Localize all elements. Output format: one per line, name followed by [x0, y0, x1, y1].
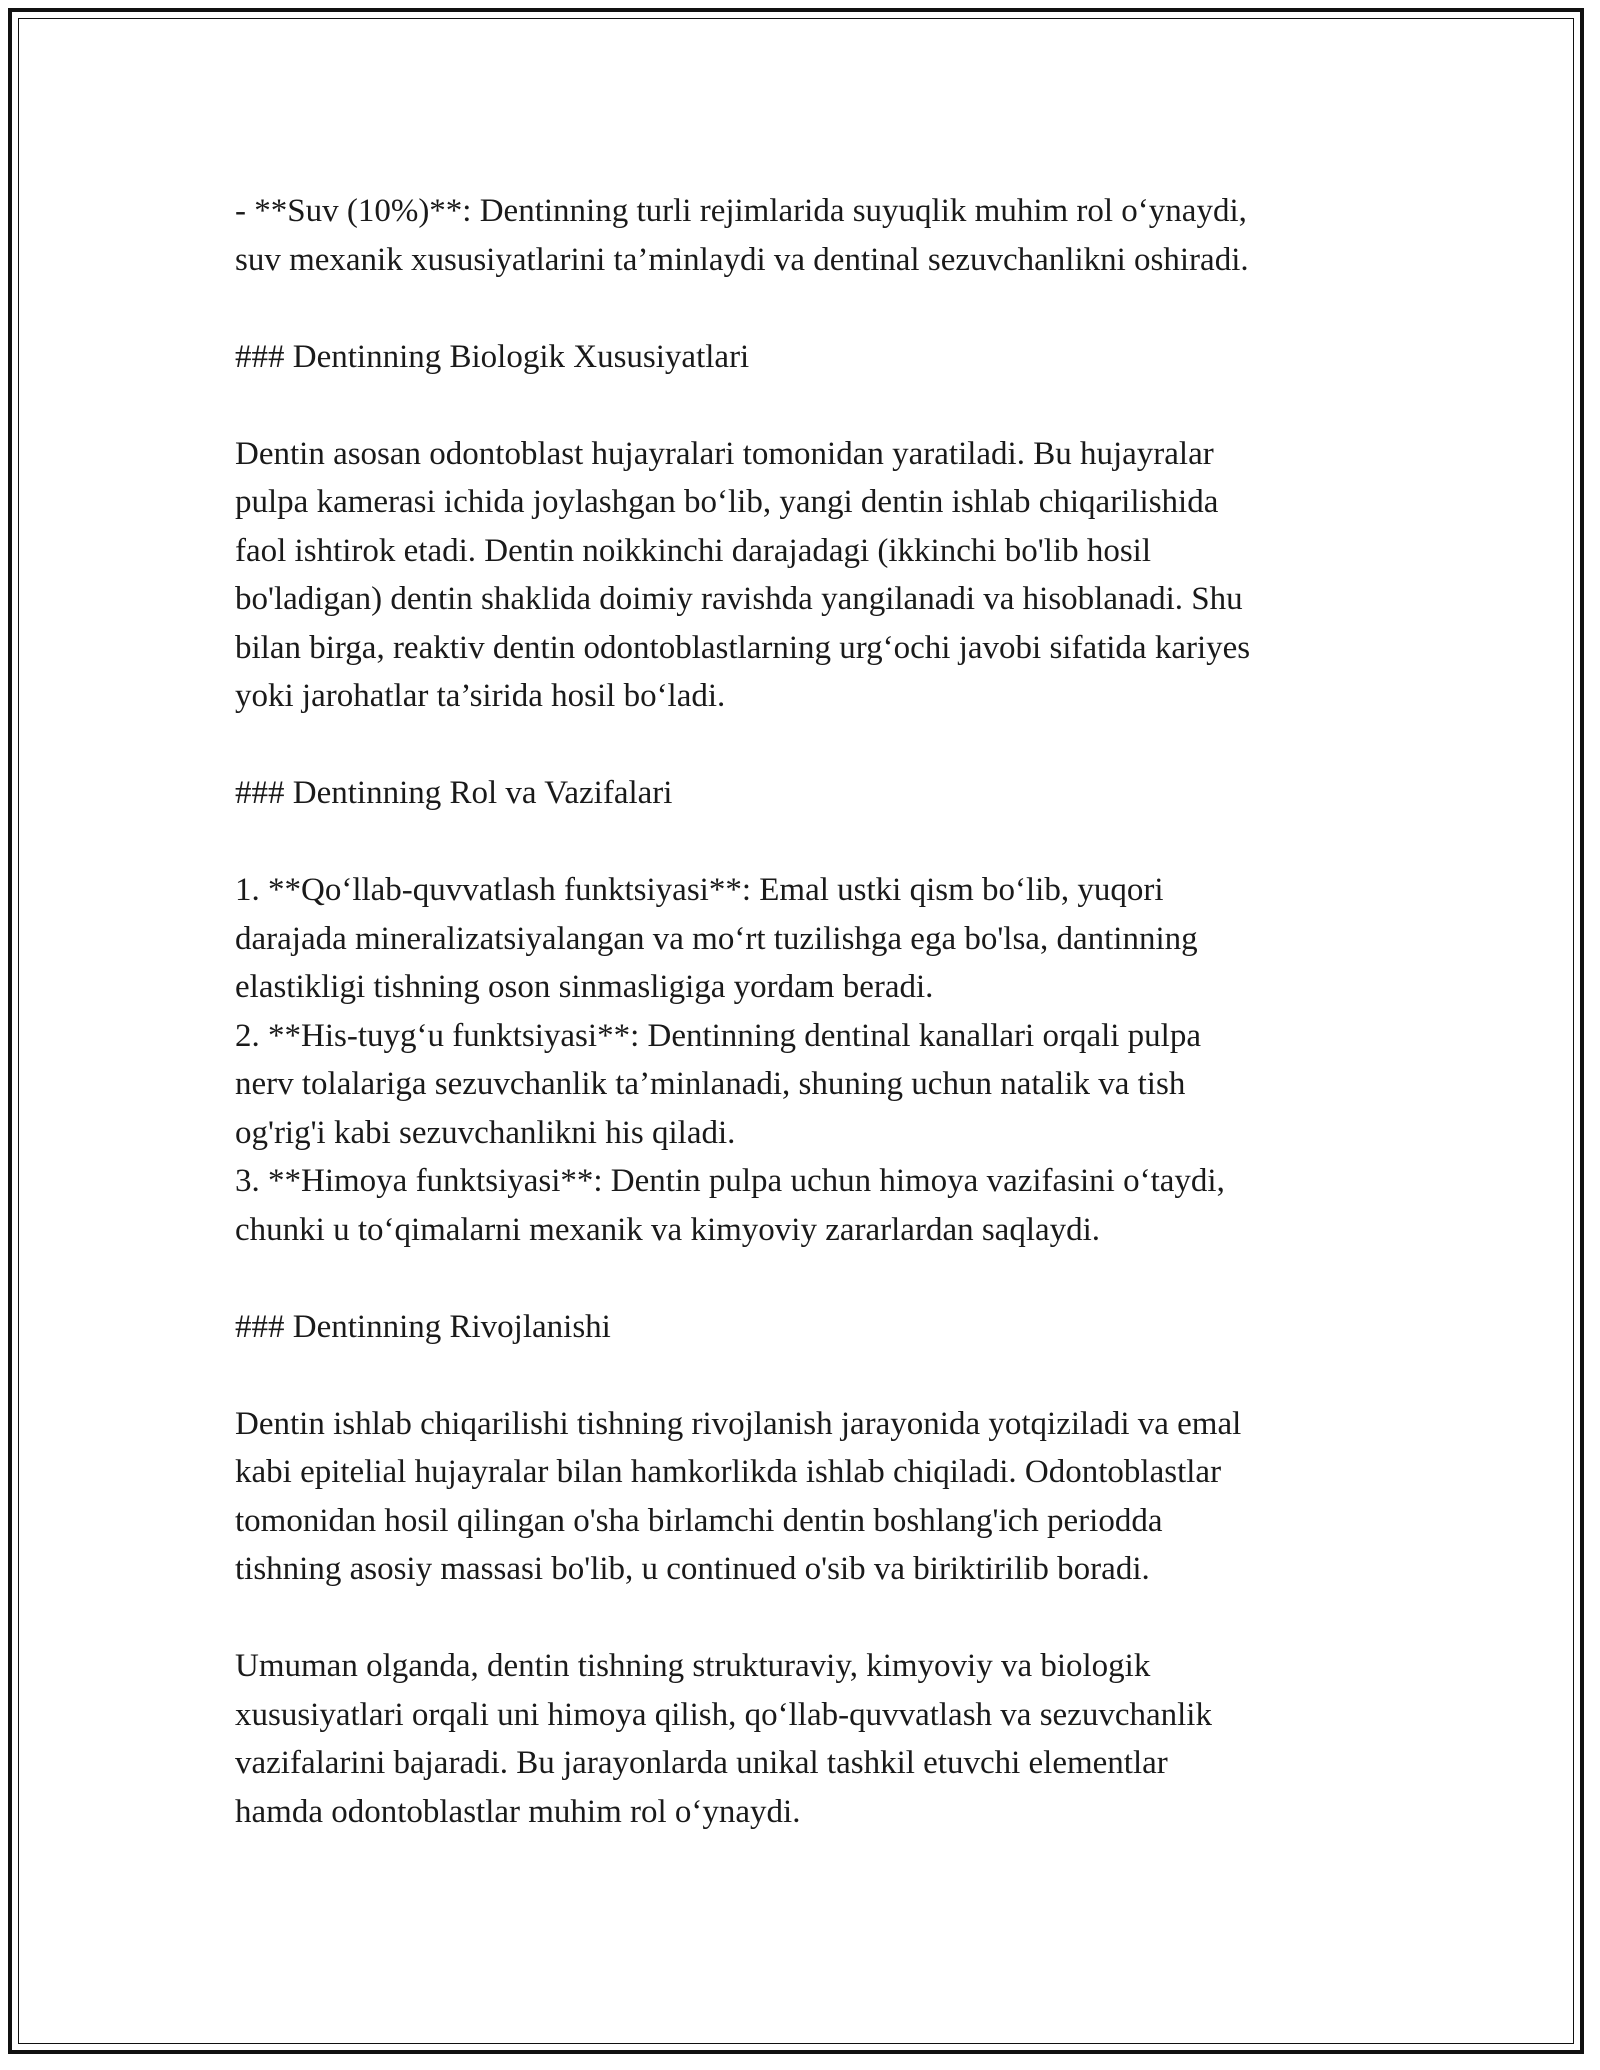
list-item-support-function: 1. **Qo‘llab-quvvatlash funktsiyasi**: Emal ustki qism bo‘lib, yuqori darajada mineralizatsiyalangan va mo‘rt tuzilishga ega bo'lsa, dantinning elastikligi tishning oson sinmasligiga yordam beradi.: [235, 872, 1198, 1005]
document-body: [235, 187, 1395, 1885]
list-item-sensory-function: 2. **His-tuyg‘u funktsiyasi**: Dentinning dentinal kanallari orqali pulpa nerv tolalariga sezuvchanlik ta’minlanadi, shuning uchun natalik va tish og'rig'i kabi sezuvchanlikni his qiladi.: [235, 1017, 1201, 1151]
biological-properties-paragraph: Dentin asosan odontoblast hujayralari tomonidan yaratiladi. Bu hujayralar pulpa kamerasi ichida joylashgan bo‘lib, yangi dentin ishlab chiqarilishida faol ishtirok etadi. Dentin noikkinchi darajadagi (ikkinchi bo'lib hosil bo'ladigan) dentin shaklida doimiy ravishda yangilanadi va hisoblanadi. Shu bilan birga, reaktiv dentin odontoblastlarning urg‘ochi javobi sifatida kariyes yoki jarohatlar ta’sirida hosil bo‘ladi.: [235, 435, 1251, 714]
water-composition-paragraph: - **Suv (10%)**: Dentinning turli rejimlarida suyuqlik muhim rol o‘ynaydi, suv mexanik xususiyatlarini ta’minlaydi va dentinal sezuvchanlikni oshiradi.: [235, 193, 1249, 278]
section-heading-biological-properties: ### Dentinning Biologik Xususiyatlari: [235, 338, 750, 375]
section-heading-roles-functions: ### Dentinning Rol va Vazifalari: [235, 775, 673, 811]
section-heading-development: ### Dentinning Rivojlanishi: [235, 1308, 611, 1345]
summary-paragraph: Umuman olganda, dentin tishning strukturaviy, kimyoviy va biologik xususiyatlari orqali uni himoya qilish, qo‘llab-quvvatlash va sezuvchanlik vazifalarini bajaradi. Bu jarayonlarda unikal tashkil etuvchi elementlar hamda odontoblastlar muhim rol o‘ynaydi.: [235, 1648, 1212, 1830]
list-item-protective-function: 3. **Himoya funktsiyasi**: Dentin pulpa uchun himoya vazifasini o‘taydi, chunki u to‘qimalarni mexanik va kimyoviy zararlardan saqlaydi.: [235, 1163, 1225, 1248]
development-paragraph: Dentin ishlab chiqarilishi tishning rivojlanish jarayonida yotqiziladi va emal kabi epitelial hujayralar bilan hamkorlikda ishlab chiqiladi. Odontoblastlar tomonidan hosil qilingan o'sha birlamchi dentin boshlang'ich periodda tishning asosiy massasi bo'lib, u continued o'sib va biriktirilib boradi.: [235, 1405, 1242, 1587]
